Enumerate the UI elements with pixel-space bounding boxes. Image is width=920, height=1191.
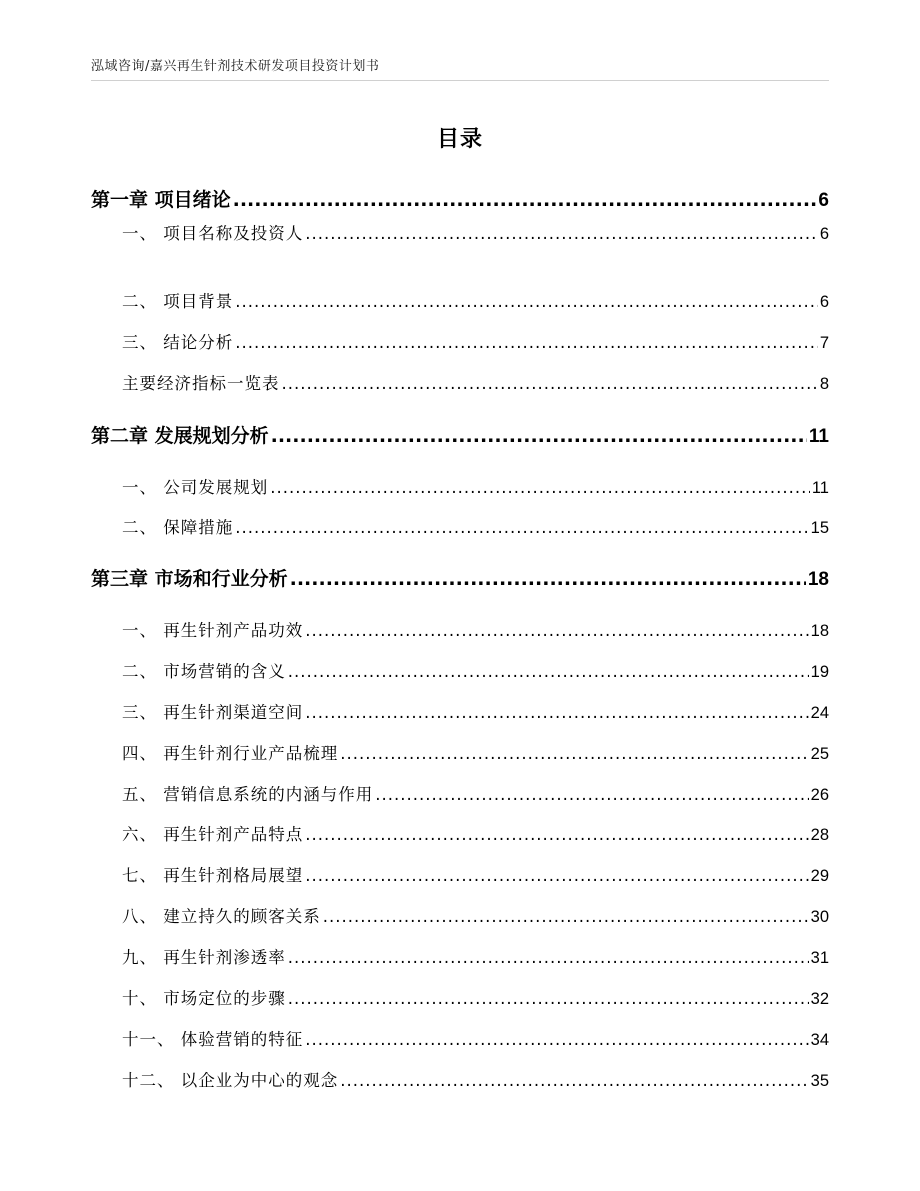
toc-entry-section[interactable]: [122, 985, 829, 1009]
toc-entry-page: 29: [810, 867, 829, 885]
toc-entry-page: 24: [810, 704, 829, 722]
header-divider: [91, 80, 829, 81]
toc-leader-dots: [233, 189, 817, 211]
toc-entry-section[interactable]: [122, 658, 829, 682]
toc-entry-page: 11: [811, 479, 829, 497]
toc-entry-page: 7: [819, 334, 829, 352]
toc-entry-section[interactable]: [122, 740, 829, 764]
toc-leader-dots: [375, 785, 808, 804]
toc-entry-page: 15: [810, 519, 829, 537]
toc-entry-label: 三、 再生针剂渠道空间: [122, 703, 304, 722]
toc-entry-page: 32: [810, 990, 829, 1008]
toc-entry-page: 8: [819, 375, 829, 393]
toc-leader-dots: [290, 568, 806, 590]
toc-entry-label: 十二、 以企业为中心的观念: [122, 1071, 339, 1090]
toc-entry-label: 一、 再生针剂产品功效: [122, 621, 304, 640]
toc-leader-dots: [305, 703, 808, 722]
toc-leader-dots: [235, 292, 818, 311]
toc-entry-page: 34: [810, 1031, 829, 1049]
toc-entry-label: 二、 保障措施: [122, 518, 234, 537]
toc-entry-section[interactable]: [122, 699, 829, 723]
toc-entry-page: 6: [819, 293, 829, 311]
toc-leader-dots: [271, 425, 807, 447]
toc-entry-page: 18: [807, 569, 829, 590]
toc-entry-section[interactable]: [122, 474, 829, 498]
toc-entry-label: 九、 再生针剂渗透率: [122, 948, 286, 967]
toc-entry-label: 二、 市场营销的含义: [122, 662, 286, 681]
toc-entry-label: 六、 再生针剂产品特点: [122, 825, 304, 844]
toc-leader-dots: [340, 1071, 808, 1090]
toc-entry-section[interactable]: [122, 617, 829, 641]
toc-entry-section[interactable]: [122, 862, 829, 886]
toc-entry-label: 八、 建立持久的顾客关系: [122, 907, 321, 926]
toc-leader-dots: [235, 333, 818, 352]
toc-entry-chapter-1[interactable]: [91, 185, 829, 212]
toc-entry-page: 31: [810, 949, 829, 967]
toc-leader-dots: [340, 744, 808, 763]
toc-entry-section[interactable]: [122, 944, 829, 968]
toc-leader-dots: [288, 948, 809, 967]
toc-entry-section[interactable]: [122, 1026, 829, 1050]
toc-entry-page: 11: [808, 426, 829, 447]
toc-entry-page: 26: [810, 786, 829, 804]
toc-entry-label: 四、 再生针剂行业产品梳理: [122, 744, 339, 763]
toc-leader-dots: [288, 989, 809, 1008]
toc-title: 目录: [436, 127, 483, 152]
toc-entry-label: 主要经济指标一览表: [122, 374, 280, 393]
toc-leader-dots: [282, 374, 818, 393]
toc-entry-label: 第一章 项目绪论: [91, 189, 231, 211]
toc-entry-label: 十一、 体验营销的特征: [122, 1030, 304, 1049]
toc-entry-chapter-3[interactable]: [91, 564, 829, 591]
toc-leader-dots: [305, 621, 808, 640]
toc-entry-label: 一、 项目名称及投资人: [122, 224, 304, 243]
toc-leader-dots: [305, 866, 808, 885]
toc-entry-page: 35: [810, 1072, 829, 1090]
toc-entry-page: 25: [810, 745, 829, 763]
toc-entry-section[interactable]: [122, 781, 829, 805]
toc-entry-label: 五、 营销信息系统的内涵与作用: [122, 785, 374, 804]
toc-leader-dots: [305, 224, 818, 243]
toc-entry-label: 十、 市场定位的步骤: [122, 989, 286, 1008]
toc-entry-page: 18: [810, 622, 829, 640]
toc-entry-section[interactable]: [122, 1067, 829, 1091]
toc-entry-section[interactable]: [122, 821, 829, 845]
toc-entry-page: 28: [810, 826, 829, 844]
toc-entry-section[interactable]: [122, 903, 829, 927]
toc-entry-label: 七、 再生针剂格局展望: [122, 866, 304, 885]
toc-entry-page: 6: [818, 190, 829, 211]
toc-leader-dots: [323, 907, 809, 926]
toc-entry-section[interactable]: [122, 329, 829, 353]
toc-entry-section[interactable]: [122, 288, 829, 312]
toc-entry-page: 30: [810, 908, 829, 926]
toc-entry-label: 一、 公司发展规划: [122, 478, 269, 497]
toc-entry-label: 第三章 市场和行业分析: [91, 568, 288, 590]
toc-entry-label: 第二章 发展规划分析: [91, 425, 269, 447]
toc-entry-section[interactable]: [122, 220, 829, 244]
toc-entry-section[interactable]: [122, 514, 829, 538]
toc-entry-page: 19: [810, 663, 829, 681]
toc-entry-page: 6: [819, 225, 829, 243]
toc-leader-dots: [305, 825, 808, 844]
toc-leader-dots: [288, 662, 809, 681]
toc-leader-dots: [235, 518, 808, 537]
toc-entry-chapter-2[interactable]: [91, 421, 829, 448]
toc-entry-label: 二、 项目背景: [122, 292, 234, 311]
toc-entry-section[interactable]: [122, 370, 829, 394]
running-header: 泓域咨询/嘉兴再生针剂技术研发项目投资计划书: [91, 59, 380, 74]
toc-leader-dots: [270, 478, 810, 497]
toc-leader-dots: [305, 1030, 808, 1049]
toc-entry-label: 三、 结论分析: [122, 333, 234, 352]
